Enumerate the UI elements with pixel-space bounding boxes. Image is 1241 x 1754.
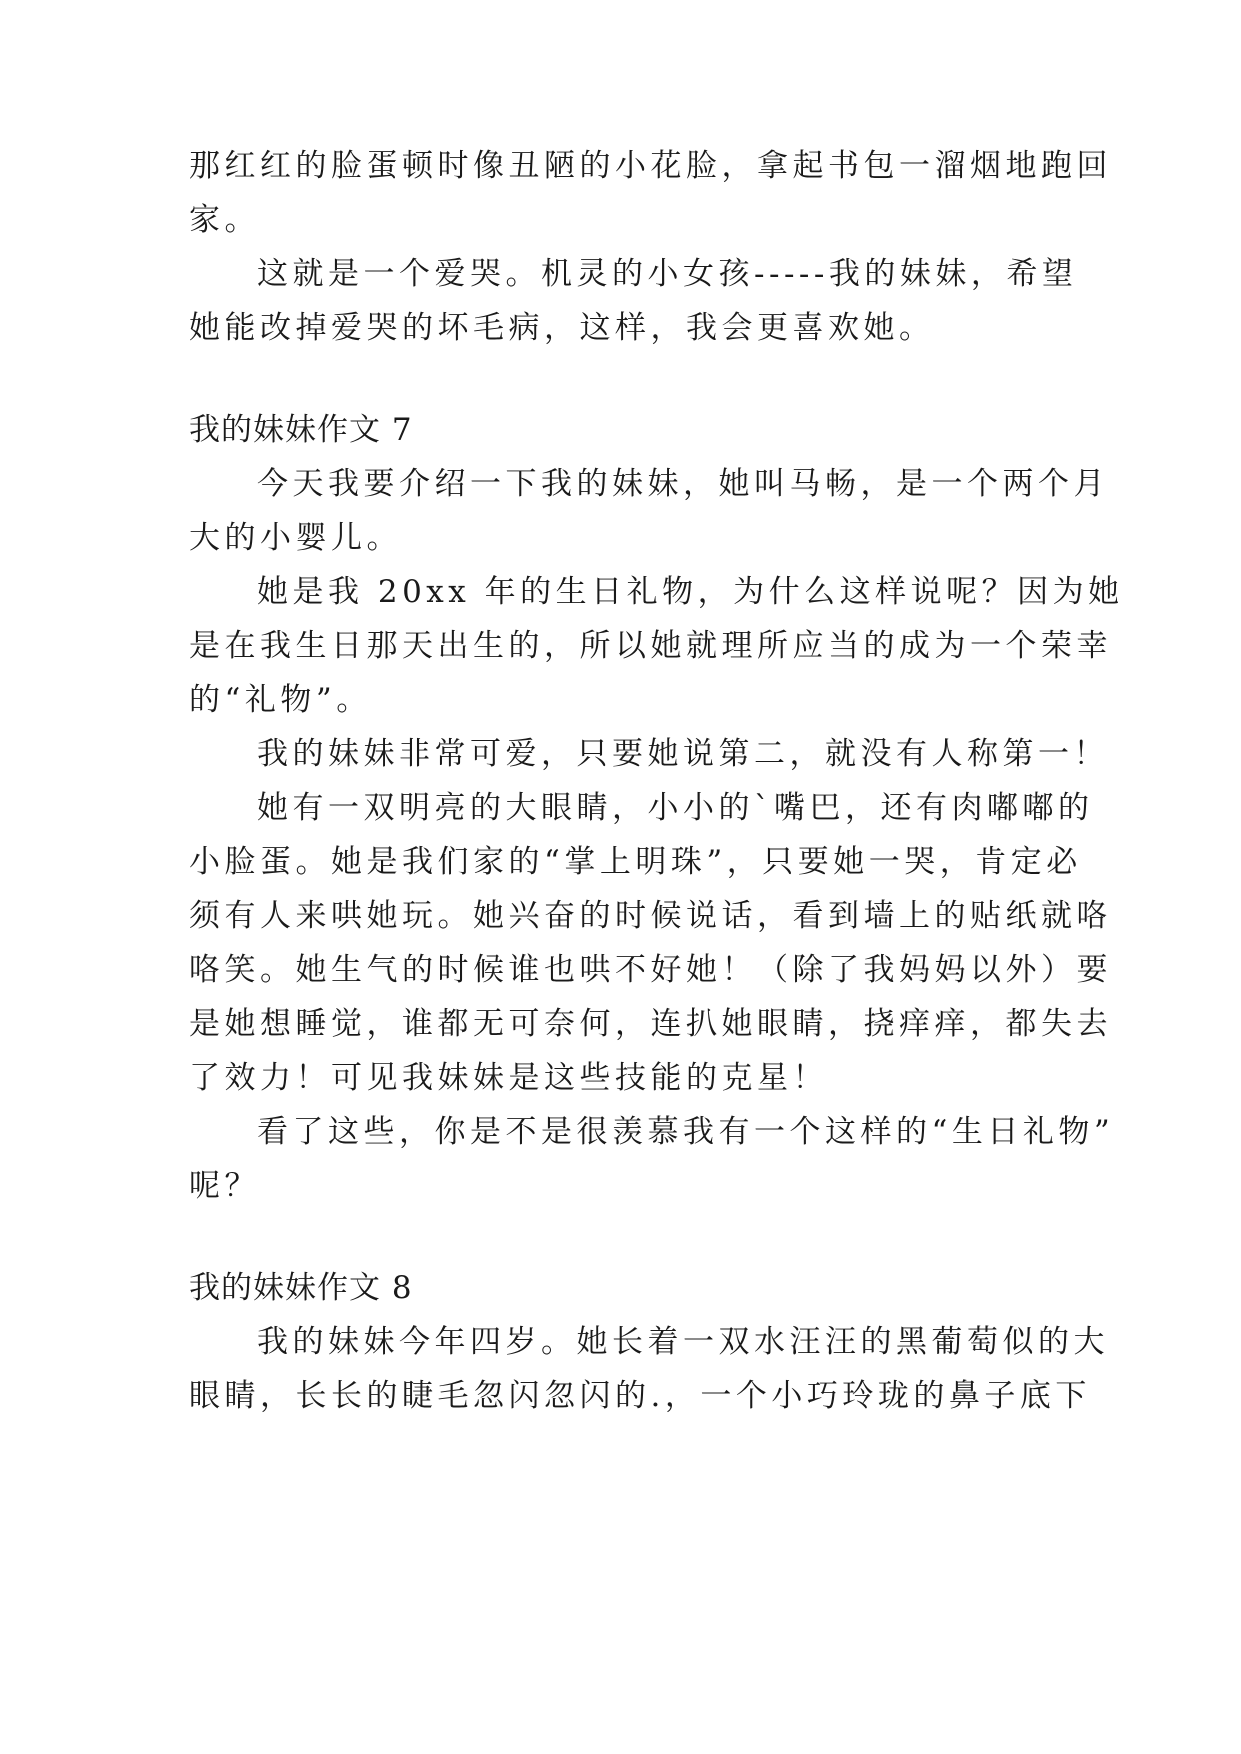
section-heading: 我的妹妹作文 8 bbox=[189, 1270, 413, 1306]
paragraph-line: 我的妹妹今年四岁。她长着一双水汪汪的黑葡萄似的大 bbox=[257, 1324, 1109, 1360]
paragraph-line: 她是我 20xx 年的生日礼物，为什么这样说呢？因为她 bbox=[257, 574, 1124, 610]
paragraph-line: 看了这些，你是不是很羡慕我有一个这样的“生日礼物” bbox=[257, 1114, 1115, 1150]
paragraph-line: 她能改掉爱哭的坏毛病，这样，我会更喜欢她。 bbox=[189, 310, 935, 346]
paragraph-line: 了效力！可见我妹妹是这些技能的克星！ bbox=[189, 1060, 828, 1096]
paragraph-line: 她有一双明亮的大眼睛，小小的`嘴巴，还有肉嘟嘟的 bbox=[257, 790, 1094, 826]
paragraph-line: 大的小婴儿。 bbox=[189, 520, 402, 556]
paragraph-line: 家。 bbox=[189, 202, 260, 238]
paragraph-line: 今天我要介绍一下我的妹妹，她叫马畅，是一个两个月 bbox=[257, 466, 1109, 502]
section-heading: 我的妹妹作文 7 bbox=[189, 412, 413, 448]
paragraph-line: 咯笑。她生气的时候谁也哄不好她！（除了我妈妈以外）要 bbox=[189, 952, 1112, 988]
paragraph-line: 是在我生日那天出生的，所以她就理所应当的成为一个荣幸 bbox=[189, 628, 1112, 664]
paragraph-line: 小脸蛋。她是我们家的“掌上明珠”，只要她一哭，肯定必 bbox=[189, 844, 1082, 880]
paragraph-line: 呢？ bbox=[189, 1168, 260, 1204]
paragraph-line: 我的妹妹非常可爱，只要她说第二，就没有人称第一！ bbox=[257, 736, 1109, 772]
paragraph-line: 须有人来哄她玩。她兴奋的时候说话，看到墙上的贴纸就咯 bbox=[189, 898, 1112, 934]
paragraph-line: 那红红的脸蛋顿时像丑陋的小花脸，拿起书包一溜烟地跑回 bbox=[189, 148, 1112, 184]
paragraph-line: 是她想睡觉，谁都无可奈何，连扒她眼睛，挠痒痒，都失去 bbox=[189, 1006, 1112, 1042]
paragraph-line: 眼睛，长长的睫毛忽闪忽闪的.，一个小巧玲珑的鼻子底下 bbox=[189, 1378, 1091, 1414]
paragraph-line: 的“礼物”。 bbox=[189, 682, 372, 718]
paragraph-line: 这就是一个爱哭。机灵的小女孩-----我的妹妹，希望 bbox=[257, 256, 1078, 292]
